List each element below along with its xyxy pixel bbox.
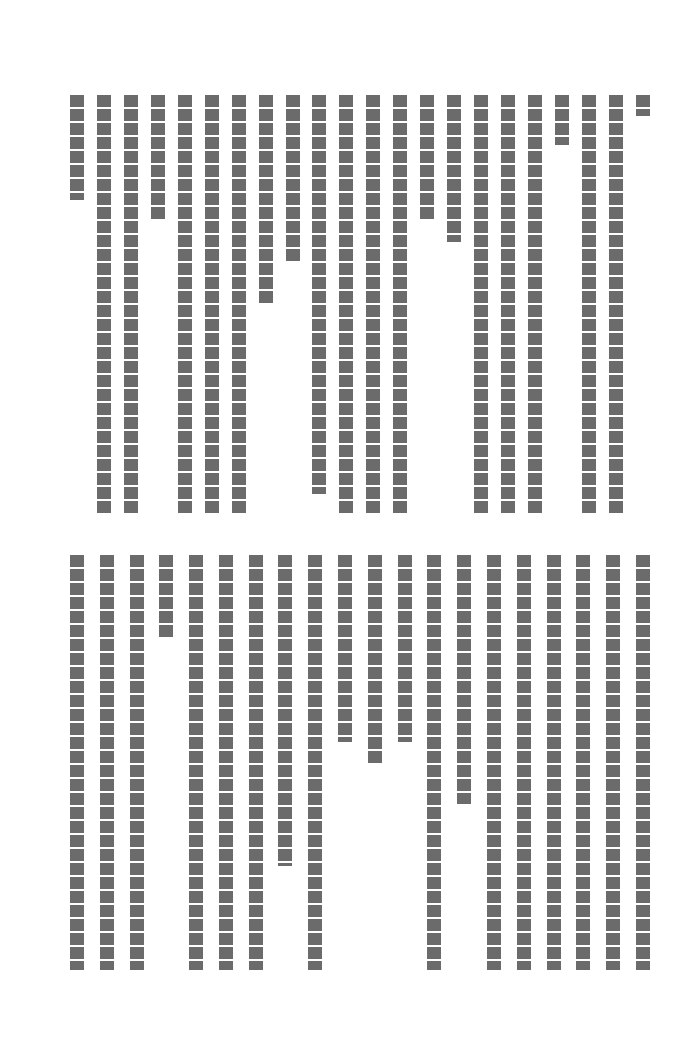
text-column xyxy=(582,95,596,515)
text-column xyxy=(447,95,461,242)
text-column xyxy=(249,555,263,970)
text-column xyxy=(130,555,144,970)
text-column xyxy=(312,95,326,494)
text-column xyxy=(189,555,203,970)
text-column xyxy=(517,555,531,970)
text-column xyxy=(420,95,434,221)
text-column xyxy=(609,95,623,515)
text-column xyxy=(205,95,219,515)
text-column xyxy=(100,555,114,970)
text-column xyxy=(178,95,192,515)
text-column xyxy=(393,95,407,515)
text-column xyxy=(219,555,233,970)
text-block-bottom xyxy=(70,555,650,970)
text-column xyxy=(159,555,173,638)
text-column xyxy=(70,95,84,200)
text-column xyxy=(427,555,441,970)
text-column xyxy=(576,555,590,970)
text-column xyxy=(398,555,412,742)
text-column xyxy=(555,95,569,145)
text-column xyxy=(636,555,650,970)
text-column xyxy=(474,95,488,515)
text-column xyxy=(339,95,353,515)
text-column xyxy=(286,95,300,263)
text-column xyxy=(151,95,165,221)
text-column xyxy=(547,555,561,970)
text-block-top xyxy=(70,95,650,515)
text-column xyxy=(501,95,515,515)
text-column xyxy=(308,555,322,970)
text-column xyxy=(97,95,111,515)
text-column xyxy=(124,95,138,515)
text-column xyxy=(366,95,380,515)
text-column xyxy=(278,555,292,866)
text-column xyxy=(528,95,542,515)
text-column xyxy=(338,555,352,742)
text-column xyxy=(457,555,471,804)
text-column xyxy=(232,95,246,515)
text-column xyxy=(636,95,650,116)
text-column xyxy=(487,555,501,970)
text-column xyxy=(70,555,84,970)
text-column xyxy=(368,555,382,763)
text-column xyxy=(606,555,620,970)
text-column xyxy=(259,95,273,305)
